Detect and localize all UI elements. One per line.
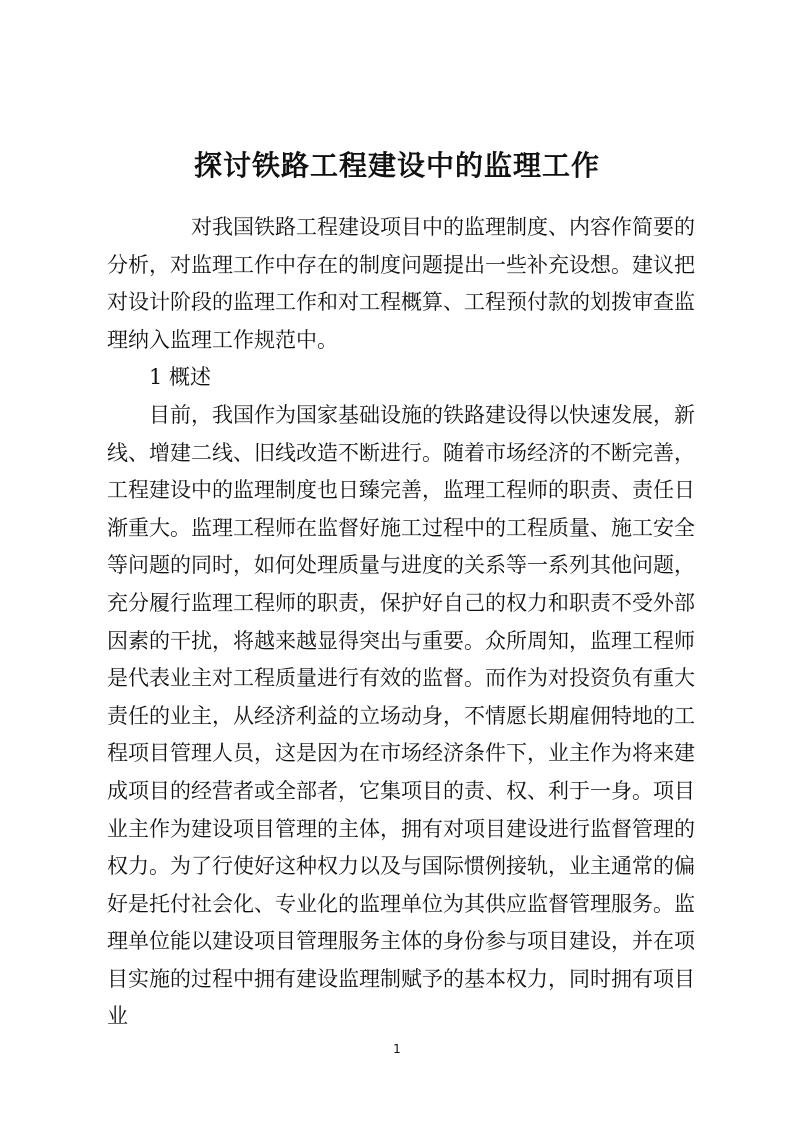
document-title: 探讨铁路工程建设中的监理工作: [193, 149, 600, 182]
document-body: [107, 209, 695, 1036]
body-paragraph: 目前，我国作为国家基础设施的铁路建设得以快速发展，新线、增建二线、旧线改造不断进行。随着市场经济的不断完善，工程建设中的监理制度也日臻完善，监理工程师的职责、责任日渐重大。监理工程师在监督好施工过程中的工程质量、施工安全等问题的同时，如何处理质量与进度的关系等一系列其他问题，充分履行监理工程师的职责，保护好自己的权力和职责不受外部因素的干扰，将越来越显得突出与重要。众所周知，监理工程师是代表业主对工程质量进行有效的监督。而作为对投资负有重大责任的业主，从经济利益的立场动身，不情愿长期雇佣特地的工程项目管理人员，这是因为在市场经济条件下，业主作为将来建成项目的经营者或全部者，它集项目的责、权、利于一身。项目业主作为建设项目管理的主体，拥有对项目建设进行监督管理的权力。为了行使好这种权力以及与国际惯例接轨，业主通常的偏好是托付社会化、专业化的监理单位为其供应监督管理服务。监理单位能以建设项目管理服务主体的身份参与项目建设，并在项目实施的过程中拥有建设监理制赋予的基本权力，同时拥有项目业: [107, 402, 695, 1029]
section-heading: 1 概述: [149, 365, 212, 390]
abstract-paragraph: 对我国铁路工程建设项目中的监理制度、内容作简要的分析，对监理工作中存在的制度问题提出一些补充设想。建议把对设计阶段的监理工作和对工程概算、工程预付款的划拨审查监理纳入监理工作规范中。: [107, 215, 695, 352]
page-number: 1: [393, 1042, 401, 1056]
